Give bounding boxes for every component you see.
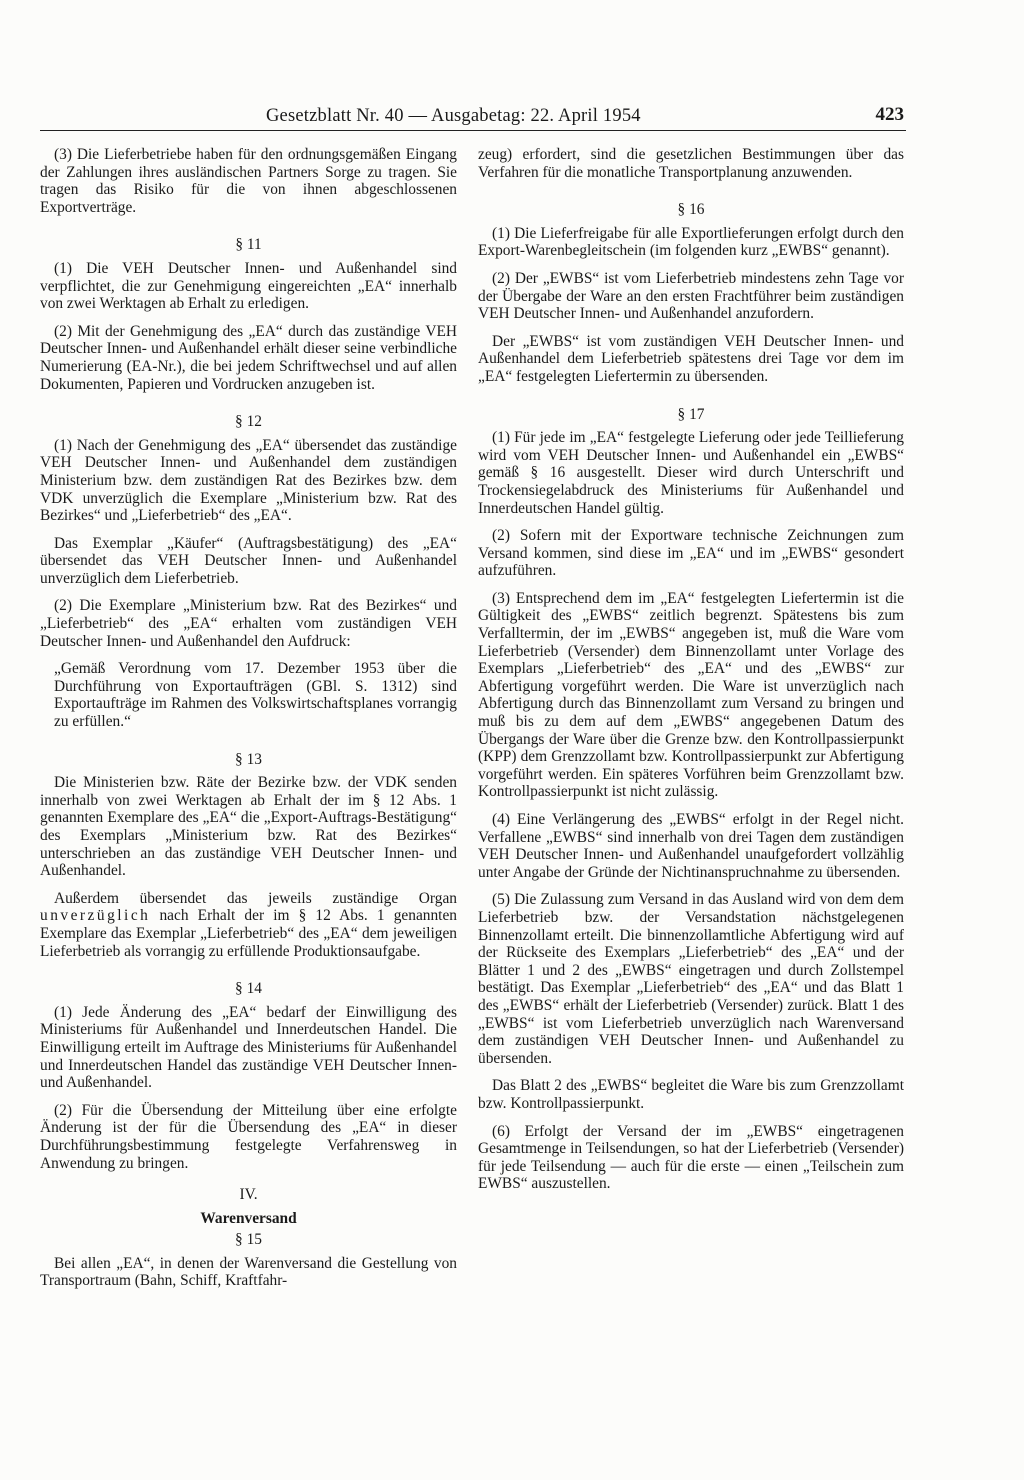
paragraph: Die Ministerien bzw. Räte der Bezirke bzw. der VDK senden innerhalb von zwei Werktagen ab Erhalt der im § 12 Abs. 1 genannten Exemplare des „EA“ die „Export-Auftrags-Bestätigung“ des Exemplars „Ministerium bzw. Rat des Bezirkes“ unterschrieben an das zuständige VEH Deutscher Innen- und Außenhandel. bbox=[40, 774, 457, 880]
part-title: Warenversand bbox=[200, 1209, 297, 1227]
paragraph: (1) Die Lieferfreigabe für alle Exportlieferungen erfolgt durch den Export-Warenbegleitschein (im folgenden kurz „EWBS“ genannt). bbox=[478, 224, 904, 260]
paragraph: (3) Entsprechend dem im „EA“ festgelegten Liefertermin ist die Gültigkeit des „EWBS“ zeitlich begrenzt. Spätestens bis zum Verfalltermin, der im „EWBS“ angegeben ist, muß die Ware vom Lieferbetrieb (Versender) dem Binnenzollamt unter Vorlage des Exemplars „Lieferbetrieb“ des „EA“ und des „EWBS“ zur Abfertigung vorgeführt werden. Die Ware ist unverzüglich nach Abfertigung durch das Binnenzollamt zum Versand zu bringen und muß bis zu dem auf dem „EWBS“ angegebenen Datum des Übergangs der Ware über die Grenze bzw. den Kontrollpassierpunkt (KPP) dem Grenzzollamt bzw. Kontrollpassierpunkt zur Abfertigung vorgeführt werden. Ein späteres Vorführen beim Grenzzollamt bzw. Kontrollpassierpunkt ist nicht zulässig. bbox=[478, 589, 904, 801]
paragraph: (4) Eine Verlängerung des „EWBS“ erfolgt in der Regel nicht. Verfallene „EWBS“ sind innerhalb von drei Tagen dem zuständigen VEH Deutscher Innen- und Außenhandel unaufgefordert vollzählig unter Angabe der Gründe der Nichtinanspruchnahme zu übersenden. bbox=[478, 811, 904, 881]
paragraph: zeug) erfordert, sind die gesetzlichen Bestimmungen über das Verfahren für die monatliche Transportplanung anzuwenden. bbox=[478, 146, 904, 181]
section-heading: § 15 bbox=[235, 1231, 262, 1249]
right-column bbox=[478, 146, 904, 1203]
section-heading: § 11 bbox=[235, 236, 262, 254]
section-heading: § 13 bbox=[235, 750, 262, 768]
section-heading: § 12 bbox=[235, 413, 262, 431]
section-heading: § 14 bbox=[235, 980, 262, 998]
section-heading: § 16 bbox=[677, 201, 705, 219]
paragraph: (2) Die Exemplare „Ministerium bzw. Rat des Bezirkes“ und „Lieferbetrieb“ des „EA“ erhalten vom zuständigen VEH Deutscher Innen- und Außenhandel den Aufdruck: bbox=[40, 597, 457, 650]
section-heading: § 17 bbox=[677, 405, 705, 423]
page-header bbox=[40, 104, 906, 131]
paragraph: (1) Die VEH Deutscher Innen- und Außenhandel sind verpflichtet, die zur Genehmigung eingereichten „EA“ innerhalb von zwei Werktagen ab Erhalt zu erledigen. bbox=[40, 259, 457, 313]
header-title: Gesetzblatt Nr. 40 — Ausgabetag: 22. April 1954 bbox=[266, 106, 641, 126]
quoted-imprint: „Gemäß Verordnung vom 17. Dezember 1953 über die Durchführung von Exportaufträgen (GBl. S. 1312) sind Exportaufträge im Rahmen des Volkswirtschaftsplanes vorrangig zu erfüllen.“ bbox=[54, 660, 457, 731]
text-run: nach Erhalt der im § 12 Abs. 1 genannten Exemplare das Exemplar „Lieferbetrieb“ des „EA“ dem jeweiligen Lieferbetrieb als vorrangig zu erfüllende Produktionsaufgabe. bbox=[40, 907, 457, 960]
paragraph bbox=[40, 890, 457, 960]
paragraph: (2) Sofern mit der Exportware technische Zeichnungen zum Versand kommen, sind diese im „EA“ und im „EWBS“ gesondert aufzuführen. bbox=[478, 527, 904, 580]
paragraph: (2) Der „EWBS“ ist vom Lieferbetrieb mindestens zehn Tage vor der Übergabe der Ware an den ersten Frachtführer beim zuständigen VEH Deutscher Innen- und Außenhandel anzufordern. bbox=[478, 269, 904, 323]
paragraph: Das Blatt 2 des „EWBS“ begleitet die Ware bis zum Grenzzollamt bzw. Kontrollpassierpunkt. bbox=[478, 1077, 904, 1112]
paragraph: (5) Die Zulassung zum Versand in das Ausland wird von dem dem Lieferbetrieb bzw. der Versandstation nächstgelegenen Binnenzollamt erteilt. Die binnenzollamtliche Abfertigung wird auf der Rückseite des Exemplars „Lieferbetrieb“ des „EA“ und der Blätter 1 und 2 des „EWBS“ eingetragen und durch Zollstempel bestätigt. Das Exemplar „Lieferbetrieb“ des „EA“ und das Blatt 1 des „EWBS“ erhält der Lieferbetrieb (Versender) zurück. Blatt 1 des „EWBS“ ist vom Lieferbetrieb unverzüglich nach Warenversand dem zuständigen VEH Deutscher Innen- und Außenhandel zu übersenden. bbox=[478, 891, 904, 1067]
emphasized-text: unverzüglich bbox=[40, 907, 151, 925]
part-number: IV. bbox=[239, 1186, 258, 1204]
paragraph: (1) Nach der Genehmigung des „EA“ übersendet das zuständige VEH Deutscher Innen- und Außenhandel dem zuständigen Ministerium bzw. dem zuständigen Rat des Bezirkes bzw. dem VDK unverzüglich die Exemplare „Ministerium bzw. Rat des Bezirkes“ und „Lieferbetrieb“ des „EA“. bbox=[40, 436, 457, 525]
paragraph: (6) Erfolgt der Versand der im „EWBS“ eingetragenen Gesamtmenge in Teilsendungen, so hat der Lieferbetrieb (Versender) für jede Teilsendung — auch für die erste — einen „Teilschein zum EWBS“ auszustellen. bbox=[478, 1122, 904, 1193]
text-run: Außerdem übersendet das jeweils zuständige Organ bbox=[54, 889, 457, 907]
paragraph: (1) Für jede im „EA“ festgelegte Lieferung oder jede Teillieferung wird vom VEH Deutscher Innen- und Außenhandel ein „EWBS“ gemäß § 16 ausgestellt. Dieser wird durch Unterschrift und Trockensiegelabdruck des Ministeriums für Außenhandel und Innerdeutschen Handel gültig. bbox=[478, 429, 904, 517]
paragraph: Der „EWBS“ ist vom zuständigen VEH Deutscher Innen- und Außenhandel dem Lieferbetrieb spätestens drei Tage vor dem im „EA“ festgelegten Liefertermin zu übersenden. bbox=[478, 332, 904, 385]
left-column bbox=[40, 146, 457, 1300]
paragraph: (1) Jede Änderung des „EA“ bedarf der Einwilligung des Ministeriums für Außenhandel und Innerdeutschen Handel. Die Einwilligung erteilt im Auftrage des Ministeriums für Außenhandel und Innerdeutschen Handel das zuständige VEH Deutscher Innen- und Außenhandel. bbox=[40, 1003, 457, 1092]
paragraph: (3) Die Lieferbetriebe haben für den ordnungsgemäßen Eingang der Zahlungen ihres ausländischen Partners Sorge zu tragen. Sie tragen das Risiko für die von ihnen abgeschlossenen Exportverträge. bbox=[40, 146, 457, 216]
paragraph: Bei allen „EA“, in denen der Warenversand die Gestellung von Transportraum (Bahn, Schiff, Kraftfahr- bbox=[40, 1254, 457, 1290]
paragraph: Das Exemplar „Käufer“ (Auftragsbestätigung) des „EA“ übersendet das VEH Deutscher Innen- und Außenhandel unverzüglich dem Lieferbetrieb. bbox=[40, 534, 457, 587]
paragraph: (2) Für die Übersendung der Mitteilung über eine erfolgte Änderung ist der für die Übersendung des „EA“ in dieser Durchführungsbestimmung festgelegte Verfahrensweg in Anwendung zu bringen. bbox=[40, 1101, 457, 1172]
page-number: 423 bbox=[875, 104, 904, 125]
paragraph: (2) Mit der Genehmigung des „EA“ durch das zuständige VEH Deutscher Innen- und Außenhandel erhält dieser seine verbindliche Numerierung (EA-Nr.), die bei jedem Schriftwechsel und auf allen Dokumenten, Papieren und Vordrucken anzugeben ist. bbox=[40, 322, 457, 393]
